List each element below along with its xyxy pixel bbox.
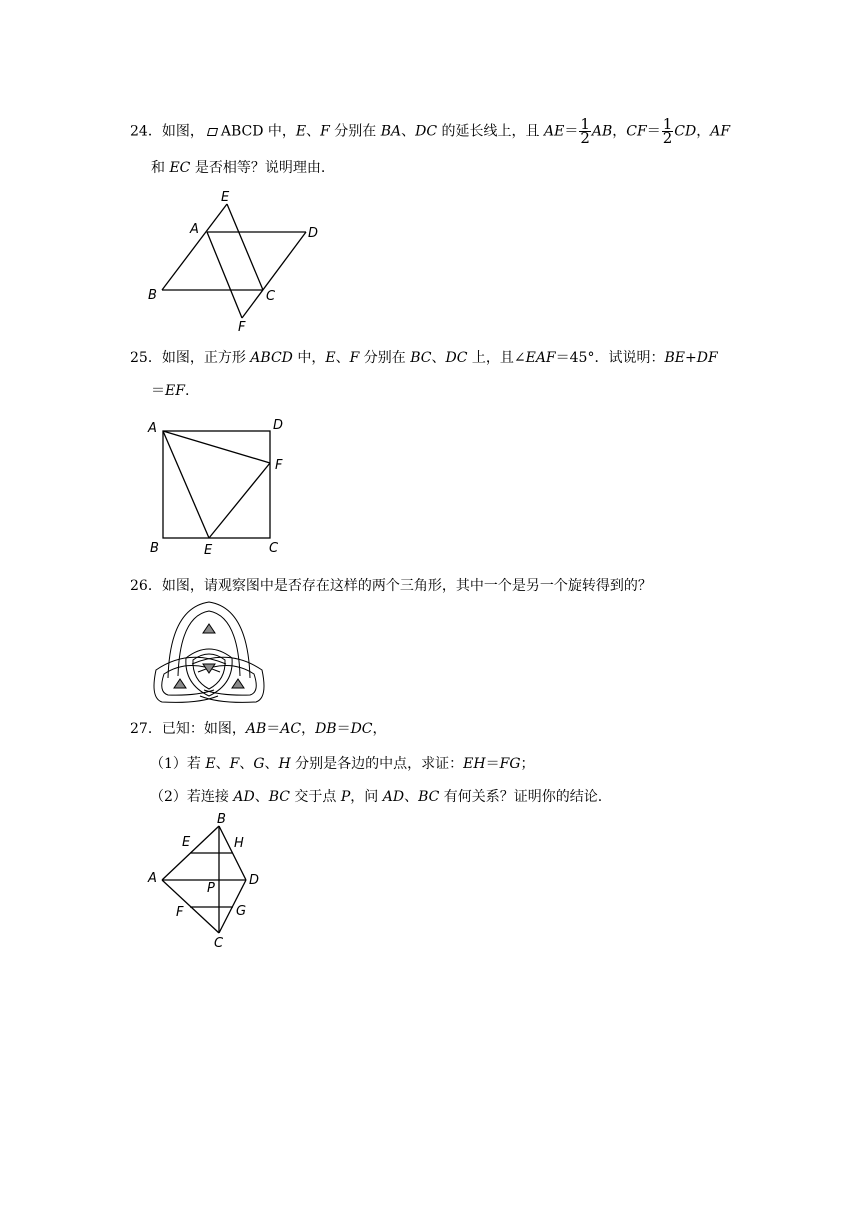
point-label-D: D [273,418,284,433]
q24-var: EC [169,160,191,176]
q27-text: ＝ [485,756,500,772]
q25-var: ABCD [250,350,293,366]
segment-AF [163,431,270,463]
q27-var: FG [499,756,521,772]
q25-var: BE [664,350,685,366]
q27-var: E [205,756,216,772]
q27-text: 、 [404,789,419,805]
q25-text: ＝ [151,383,165,399]
q24-text: 是否相等？说明理由. [190,160,326,176]
q24-line1 [130,115,731,147]
q25-text: 如图，正方形 [161,350,251,366]
point-label-E: E [221,190,230,205]
q26-trefoil-figure [148,600,278,710]
q25-text: 中， [292,350,326,366]
q27-text: ， [301,721,316,737]
point-label-A: A [190,222,199,237]
q24-text: ABCD 中， [220,123,296,140]
q27-var: G [253,756,265,772]
q24-text: 、 [306,123,321,140]
q27-var: AB [245,721,267,737]
point-label-C: C [214,936,224,951]
q26-number: 26． [130,578,162,594]
q25-figure [146,415,296,560]
q27-text: 分别是各边的中点，求证： [290,756,464,772]
q25-var: EF [165,383,185,399]
fraction-denominator: 2 [580,129,590,147]
q27-text: （1）若 [150,756,206,772]
q27-text: ，问 [350,789,383,805]
q27-var: BC [418,789,440,805]
q25-line2 [151,381,189,401]
q24-line2 [151,158,325,178]
segment-EF [209,463,270,538]
q27-var: DB [315,721,337,737]
q27-var: BC [268,789,290,805]
q24-var: CD [674,123,697,140]
q24-var: AF [710,123,731,140]
point-label-P: P [207,881,215,896]
triangle-left [174,679,186,688]
q24-var: AB [591,123,613,140]
q24-var: BA [380,123,402,140]
q27-text: （2）若连接 [150,789,234,805]
q27-var: P [340,789,351,805]
fraction-numerator: 1 [662,115,673,133]
q27-text: 、 [239,756,254,772]
triangle-center [203,664,215,673]
q27-text: 、 [254,789,269,805]
point-label-C: C [269,541,279,556]
point-label-E: E [182,835,191,850]
fraction-one-half [662,115,674,147]
q25-number: 25． [130,350,162,366]
fraction-one-half [579,115,591,147]
q27-part2 [150,787,602,807]
q25-text: 、 [335,350,350,366]
q24-var: DC [415,123,438,140]
triangle-right [232,679,244,688]
q27-var: DC [350,721,373,737]
point-label-H: H [234,836,244,851]
q25-text: 分别在 [359,350,411,366]
q25-line1 [130,348,718,368]
q27-var: AD [382,789,405,805]
q25-text: ＝45°．试说明： [555,350,665,366]
q24-text: 、 [401,123,416,140]
segment-BE [162,204,227,290]
point-label-F: F [238,320,246,335]
point-label-A: A [148,421,157,436]
q27-var: AC [280,721,302,737]
q25-var: F [349,350,360,366]
q27-figure [146,810,276,950]
q24-text: 和 [151,160,170,176]
q27-text: ， [372,721,387,737]
segment-DF [242,232,306,318]
q25-text: 上，且∠ [467,350,526,366]
q27-text: ； [520,756,535,772]
q27-text: 、 [215,756,230,772]
q25-var: DC [445,350,468,366]
q25-var: E [325,350,336,366]
point-label-G: G [236,904,247,919]
q24-text: ， [696,123,711,140]
point-label-B: B [217,812,226,827]
q24-var: AE [543,123,565,140]
q26-line [130,576,652,596]
segment-AF [207,232,242,318]
q24-var: E [295,123,307,140]
q25-text: . [184,383,190,399]
q27-line1 [130,719,387,739]
point-label-C: C [266,289,276,304]
point-label-F: F [275,458,283,473]
q24-text: ， [612,123,627,140]
q27-var: EH [463,756,486,772]
q24-figure [146,188,326,333]
point-label-B: B [148,288,157,303]
triangle-top [203,624,215,633]
point-label-D: D [249,873,260,888]
q27-var: F [229,756,240,772]
q25-var: BC [410,350,432,366]
q27-part1 [150,754,535,774]
q27-number: 27． [130,721,162,737]
q27-text: ＝ [336,721,351,737]
q25-text: + [684,350,697,366]
q24-number: 24． [130,123,162,140]
parallelogram-icon [207,128,218,136]
q25-var: DF [696,350,718,366]
fraction-numerator: 1 [580,115,590,133]
q24-text: 的延长线上，且 [437,123,544,140]
q27-text: 交于点 [289,789,341,805]
q25-var: EAF [525,350,556,366]
q24-var: F [320,123,330,140]
q24-text: 分别在 [329,123,381,140]
fraction-denominator: 2 [662,129,673,147]
q24-var: CF [626,123,647,140]
q24-text: 如图， [161,123,204,140]
segment-EC [227,204,263,290]
q26-text: 如图，请观察图中是否存在这样的两个三角形，其中一个是另一个旋转得到的？ [161,578,652,594]
point-label-F: F [176,905,184,920]
q25-text: 、 [431,350,446,366]
point-label-E: E [204,543,213,558]
q27-text: 、 [264,756,279,772]
segment-AE [163,431,209,538]
q27-var: AD [233,789,255,805]
q27-text: ＝ [266,721,281,737]
point-label-A: A [148,871,157,886]
point-label-B: B [150,541,159,556]
q24-text: ＝ [646,123,661,140]
q24-text: ＝ [564,123,579,140]
q27-text: 有何关系？证明你的结论. [439,789,603,805]
q27-var: H [278,756,291,772]
q27-text: 已知：如图， [161,721,246,737]
point-label-D: D [308,226,319,241]
